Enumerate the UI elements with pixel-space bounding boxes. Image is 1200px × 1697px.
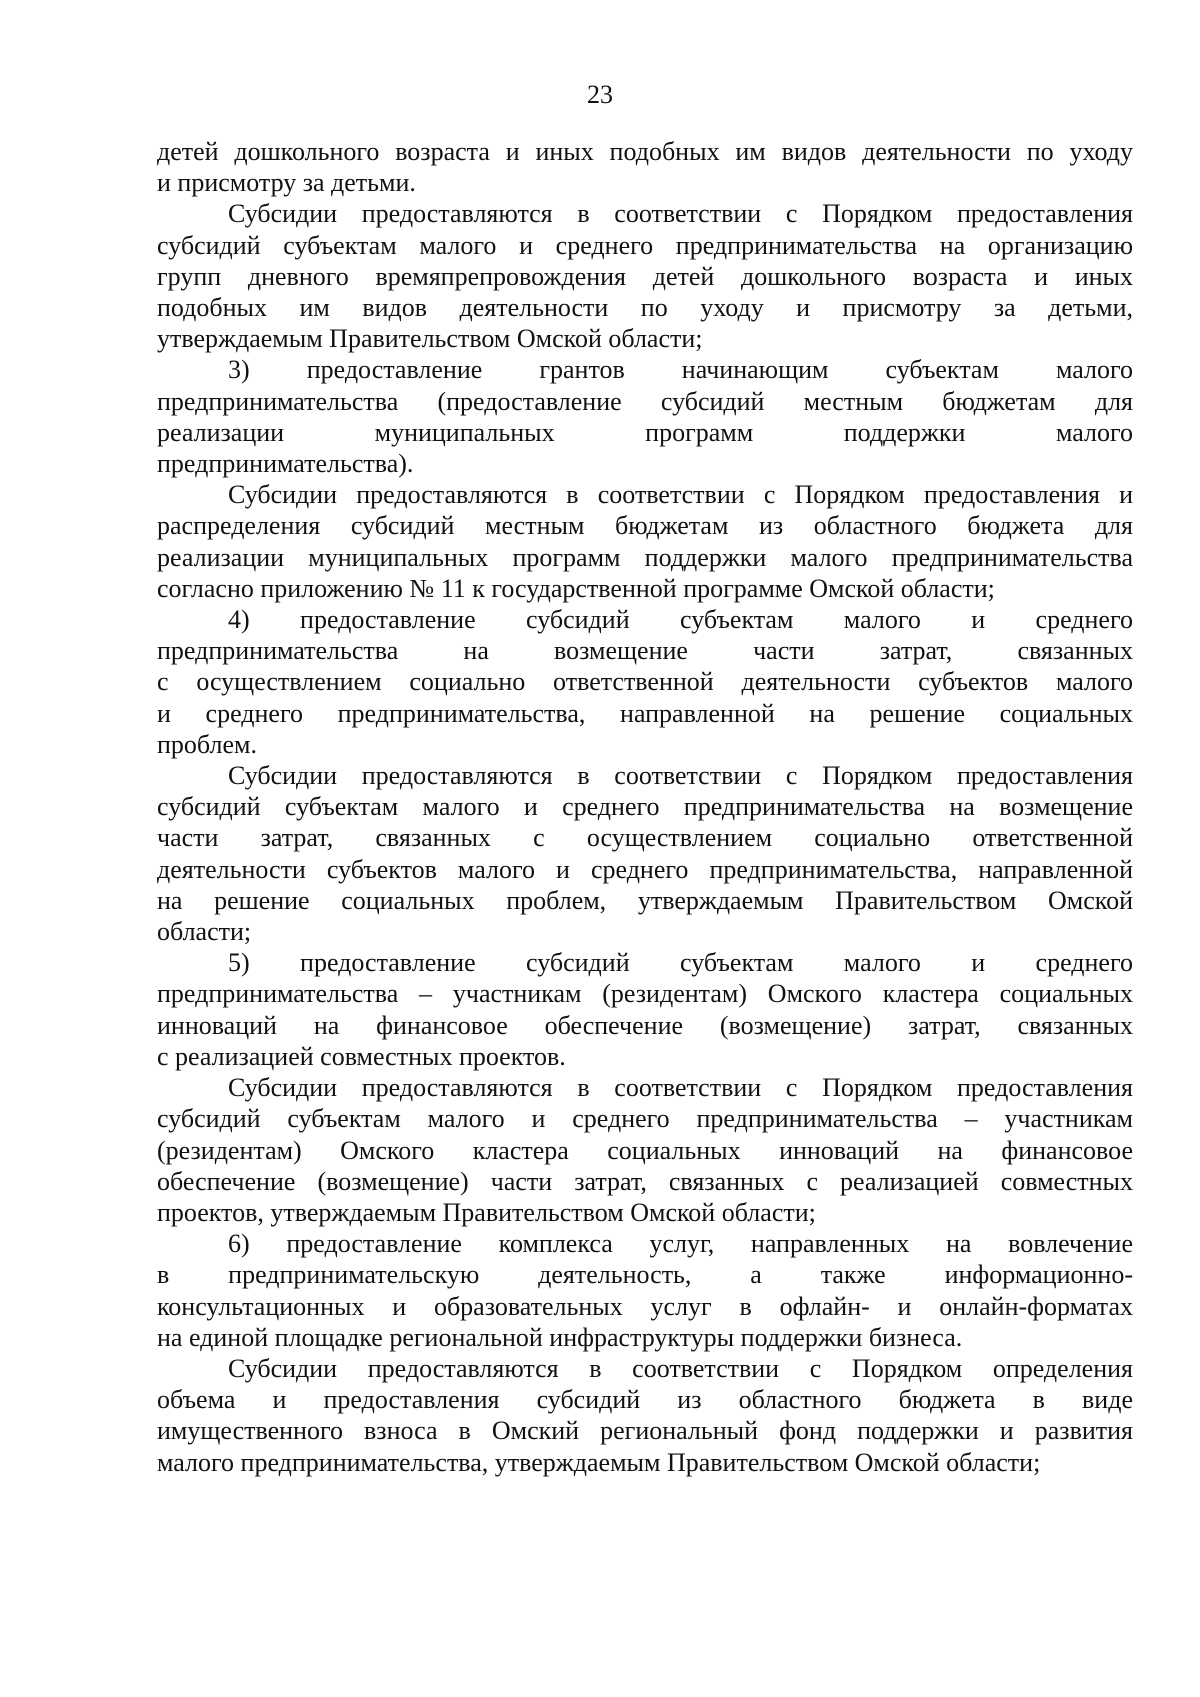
text-line: имущественного взноса в Омский региональный фонд поддержки и развития	[157, 1416, 1133, 1446]
text-line: (резидентам) Омского кластера социальных инноваций на финансовое	[157, 1135, 1133, 1165]
text-line: 3) предоставление грантов начинающим субъектам малого	[228, 355, 1133, 385]
text-line: в предпринимательскую деятельность, а также информационно-	[157, 1260, 1133, 1290]
text-line: на решение социальных проблем, утверждаемым Правительством Омской	[157, 885, 1133, 915]
text-line: субсидий субъектам малого и среднего предпринимательства на возмещение	[157, 792, 1133, 822]
text-line: распределения субсидий местным бюджетам из областного бюджета для	[157, 511, 1133, 541]
text-line: подобных им видов деятельности по уходу и присмотру за детьми,	[157, 293, 1133, 323]
text-line: 4) предоставление субсидий субъектам малого и среднего	[228, 605, 1133, 635]
text-line: утверждаемым Правительством Омской области;	[157, 324, 703, 354]
document-body	[157, 136, 1133, 1478]
text-line: предпринимательства – участникам (резидентам) Омского кластера социальных	[157, 979, 1133, 1009]
text-line: деятельности субъектов малого и среднего предпринимательства, направленной	[157, 854, 1133, 884]
text-line: реализации муниципальных программ поддержки малого	[157, 417, 1133, 447]
text-line: Субсидии предоставляются в соответствии с Порядком предоставления	[228, 199, 1133, 229]
text-line: предпринимательства).	[157, 449, 414, 479]
text-line: Субсидии предоставляются в соответствии с Порядком предоставления	[228, 1073, 1133, 1103]
text-line: предпринимательства на возмещение части затрат, связанных	[157, 636, 1133, 666]
text-line: субсидий субъектам малого и среднего предпринимательства на организацию	[157, 230, 1133, 260]
text-line: части затрат, связанных с осуществлением социально ответственной	[157, 823, 1133, 853]
text-line: инноваций на финансовое обеспечение (возмещение) затрат, связанных	[157, 1010, 1133, 1040]
text-line: и присмотру за детьми.	[157, 168, 416, 198]
text-line: консультационных и образовательных услуг в офлайн- и онлайн-форматах	[157, 1291, 1133, 1321]
text-line: с реализацией совместных проектов.	[157, 1041, 566, 1071]
text-line: 6) предоставление комплекса услуг, направленных на вовлечение	[228, 1229, 1133, 1259]
text-line: проблем.	[157, 729, 257, 759]
text-line: предпринимательства (предоставление субсидий местным бюджетам для	[157, 386, 1133, 416]
text-line: Субсидии предоставляются в соответствии с Порядком предоставления и	[228, 480, 1133, 510]
text-line: реализации муниципальных программ поддержки малого предпринимательства	[157, 542, 1133, 572]
page-number: 23	[587, 80, 613, 109]
text-line: групп дневного времяпрепровождения детей дошкольного возраста и иных	[157, 261, 1133, 291]
text-line: Субсидии предоставляются в соответствии с Порядком определения	[228, 1353, 1133, 1383]
text-line: с осуществлением социально ответственной деятельности субъектов малого	[157, 667, 1133, 697]
text-line: субсидий субъектам малого и среднего предпринимательства – участникам	[157, 1104, 1133, 1134]
text-line: объема и предоставления субсидий из областного бюджета в виде	[157, 1385, 1133, 1415]
text-line: 5) предоставление субсидий субъектам малого и среднего	[228, 948, 1133, 978]
text-line: и среднего предпринимательства, направленной на решение социальных	[157, 698, 1133, 728]
text-line: проектов, утверждаемым Правительством Омской области;	[157, 1197, 816, 1227]
text-line: обеспечение (возмещение) части затрат, связанных с реализацией совместных	[157, 1166, 1133, 1196]
text-line: согласно приложению № 11 к государственной программе Омской области;	[157, 573, 995, 603]
text-line: области;	[157, 917, 252, 947]
text-line: на единой площадке региональной инфраструктуры поддержки бизнеса.	[157, 1322, 963, 1352]
text-line: малого предпринимательства, утверждаемым Правительством Омской области;	[157, 1447, 1041, 1477]
text-line: детей дошкольного возраста и иных подобных им видов деятельности по уходу	[157, 137, 1133, 166]
text-line: Субсидии предоставляются в соответствии с Порядком предоставления	[228, 761, 1133, 791]
